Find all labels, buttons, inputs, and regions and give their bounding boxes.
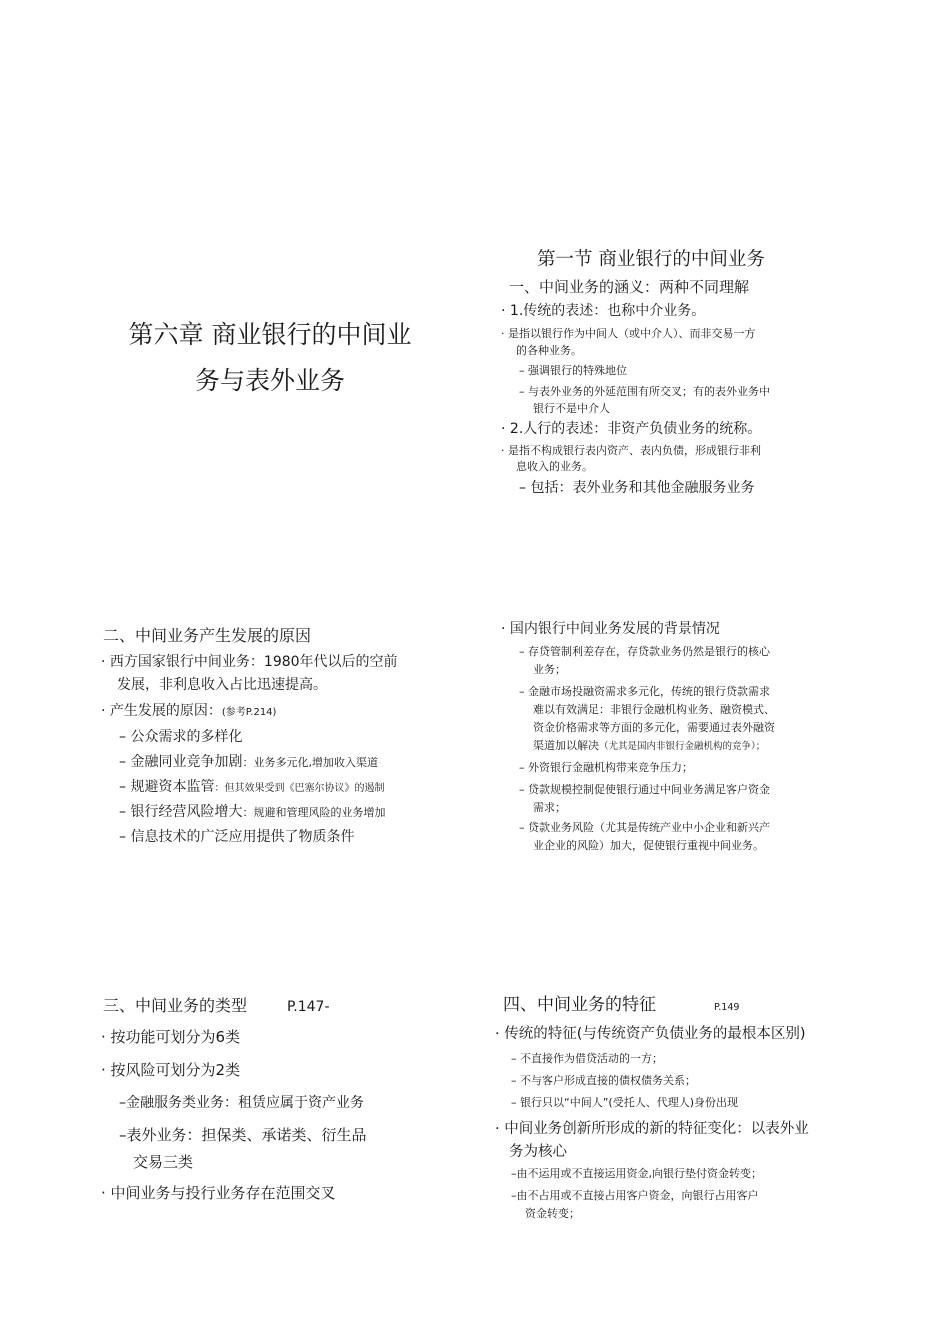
chapter-title	[60, 312, 480, 404]
dash-occupy-funds-line1: –由不占用或不直接占用客户资金，向银行占用客户	[511, 1189, 759, 1202]
dash-financing-line3: 资金价格需求等方面的多元化，需要通过表外融资	[533, 721, 775, 734]
risk-label: 银行经营风险增大	[130, 804, 243, 820]
risk-note: ：规避和管理风险的业务增加	[242, 806, 386, 819]
financing-note: （尤其是国内非银行金融机构的竞争）；	[599, 741, 766, 752]
dash-public-demand: – 公众需求的多样化	[119, 729, 242, 747]
slide-section-four	[495, 990, 935, 1230]
reasons-heading: 二、中间业务产生发展的原因	[103, 626, 312, 645]
dash-interest-spread-line1: – 存贷管制利差存在，存贷款业务仍然是银行的核心	[519, 645, 770, 659]
chapter-title-line2: 务与表外业务	[194, 366, 345, 395]
reasons-label: 产生发展的原因：	[109, 703, 222, 719]
slide-domestic-background	[495, 618, 935, 858]
bullet-traditional: · 1.传统的表述：也称中介业务。	[501, 303, 705, 321]
off-balance-text: 表外业务：担保类、承诺类、衍生品	[126, 1126, 367, 1144]
bullet-western-line1: · 西方国家银行中间业务：1980年代以后的空前	[101, 654, 398, 672]
regulation-note: ：但其效果受到《巴塞尔协议》的遏制	[214, 783, 385, 794]
reasons-ref: (参考P.214)	[221, 707, 277, 718]
dash-technology: – 信息技术的广泛应用提供了物质条件	[119, 829, 354, 847]
section-title: 第一节 商业银行的中间业务	[537, 249, 765, 270]
dash-financial-services: –金融服务类业务：租赁应属于资产业务	[119, 1095, 364, 1111]
bullet-new-features-line2: 务为核心	[509, 1144, 567, 1160]
dash-special-status: – 强调银行的特殊地位	[519, 364, 627, 378]
dash-interest-spread-line2: 业务；	[533, 663, 566, 676]
slide-section-two	[95, 620, 475, 860]
bullet-western-line2: 发展，非利息收入占比迅速提高。	[117, 677, 327, 693]
dash-overlap-line1: – 与表外业务的外延范围有所交叉；有的表外业务中	[519, 385, 770, 399]
dash-loan-quota-line2: 需求；	[533, 801, 566, 814]
financial-services-text: 金融服务类业务：租赁应属于资产业务	[126, 1095, 364, 1111]
occupy-funds-text: 由不占用或不直接占用客户资金，向银行占用客户	[516, 1189, 759, 1202]
slide-section-three	[95, 990, 475, 1220]
dash-financing-line1: – 金融市场投融资需求多元化，传统的银行贷款需求	[519, 685, 770, 699]
dash-fund-advance: –由不运用或不直接运用资金,向银行垫付资金转变；	[511, 1167, 762, 1180]
bullet-by-function: · 按功能可划分为6类	[101, 1028, 240, 1047]
regulation-label: 规避资本监管	[130, 779, 215, 795]
dash-occupy-funds-line2: 资金转变；	[525, 1207, 580, 1220]
sub-bullet-line2: 的各种业务。	[516, 344, 582, 357]
bullet-investment-banking: · 中间业务与投行业务存在范围交叉	[101, 1184, 336, 1203]
dash-loan-risk-line2: 业企业的风险）加大，促使银行重视中间业务。	[533, 839, 764, 852]
section-heading: 一、中间业务的涵义：两种不同理解	[509, 278, 750, 296]
dash-loan-quota-line1: – 贷款规模控制促使银行通过中间业务满足客户资金	[519, 783, 770, 797]
bullet-traditional-features: · 传统的特征(与传统资产负债业务的最根本区别)	[495, 1025, 806, 1043]
bullet-pboc: · 2.人行的表述：非资产负债业务的统称。	[501, 421, 761, 439]
sub-bullet-line1: · 是指以银行作为中间人（或中介人）、而非交易一方	[501, 327, 756, 341]
sub-bullet-pboc-line1: · 是指不构成银行表内资产、表内负债，形成银行非利	[501, 444, 761, 458]
dash-off-balance-line2: 交易三类	[133, 1153, 194, 1171]
dash-competition	[119, 754, 378, 772]
financing-line4-text: 渠道加以解决	[533, 739, 599, 752]
competition-note: ：业务多元化,增加收入渠道	[242, 756, 378, 769]
fund-advance-text: 由不运用或不直接运用资金,向银行垫付资金转变；	[516, 1167, 762, 1180]
dash-includes: – 包括：表外业务和其他金融服务业务	[519, 480, 754, 498]
characteristics-heading-text: 四、中间业务的特征	[503, 995, 656, 1015]
dash-capital-regulation	[119, 779, 384, 797]
slide-section-one	[495, 240, 935, 510]
bullet-by-risk: · 按风险可划分为2类	[101, 1061, 240, 1080]
dash-risk	[119, 804, 385, 822]
dash-financing-line2: 难以有效满足：非银行金融机构业务、融资模式、	[533, 703, 775, 716]
types-heading-ref: P.147-	[287, 999, 330, 1015]
dash-foreign-banks: – 外资银行金融机构带来竞争压力；	[519, 761, 693, 775]
dash-financing-line4	[533, 739, 765, 753]
types-heading	[103, 996, 330, 1017]
sub-bullet-pboc-line2: 息收入的业务。	[516, 460, 593, 473]
slide-chapter-title	[60, 300, 480, 420]
dash-not-borrower: – 不直接作为借贷活动的一方；	[511, 1052, 663, 1066]
dash-loan-risk-line1: – 贷款业务风险（尤其是传统产业中小企业和新兴产	[519, 821, 770, 835]
characteristics-heading	[503, 995, 739, 1016]
characteristics-heading-ref: P.149	[714, 1002, 740, 1013]
bullet-reasons	[101, 703, 276, 721]
dash-off-balance-line1: –表外业务：担保类、承诺类、衍生品	[119, 1126, 367, 1144]
domestic-heading: · 国内银行中间业务发展的背景情况	[501, 621, 720, 639]
competition-label: 金融同业竞争加剧	[130, 754, 243, 770]
dash-overlap-line2: 银行不是中介人	[533, 402, 610, 415]
dash-no-debt-relation: – 不与客户形成直接的债权债务关系；	[511, 1074, 696, 1088]
dash-intermediary: – 银行只以“中间人”(受托人、代理人)身份出现	[511, 1096, 738, 1110]
bullet-new-features-line1: · 中间业务创新所形成的新的特征变化：以表外业	[495, 1120, 809, 1138]
types-heading-text: 三、中间业务的类型	[103, 996, 248, 1015]
chapter-title-line1: 第六章 商业银行的中间业	[128, 320, 412, 349]
